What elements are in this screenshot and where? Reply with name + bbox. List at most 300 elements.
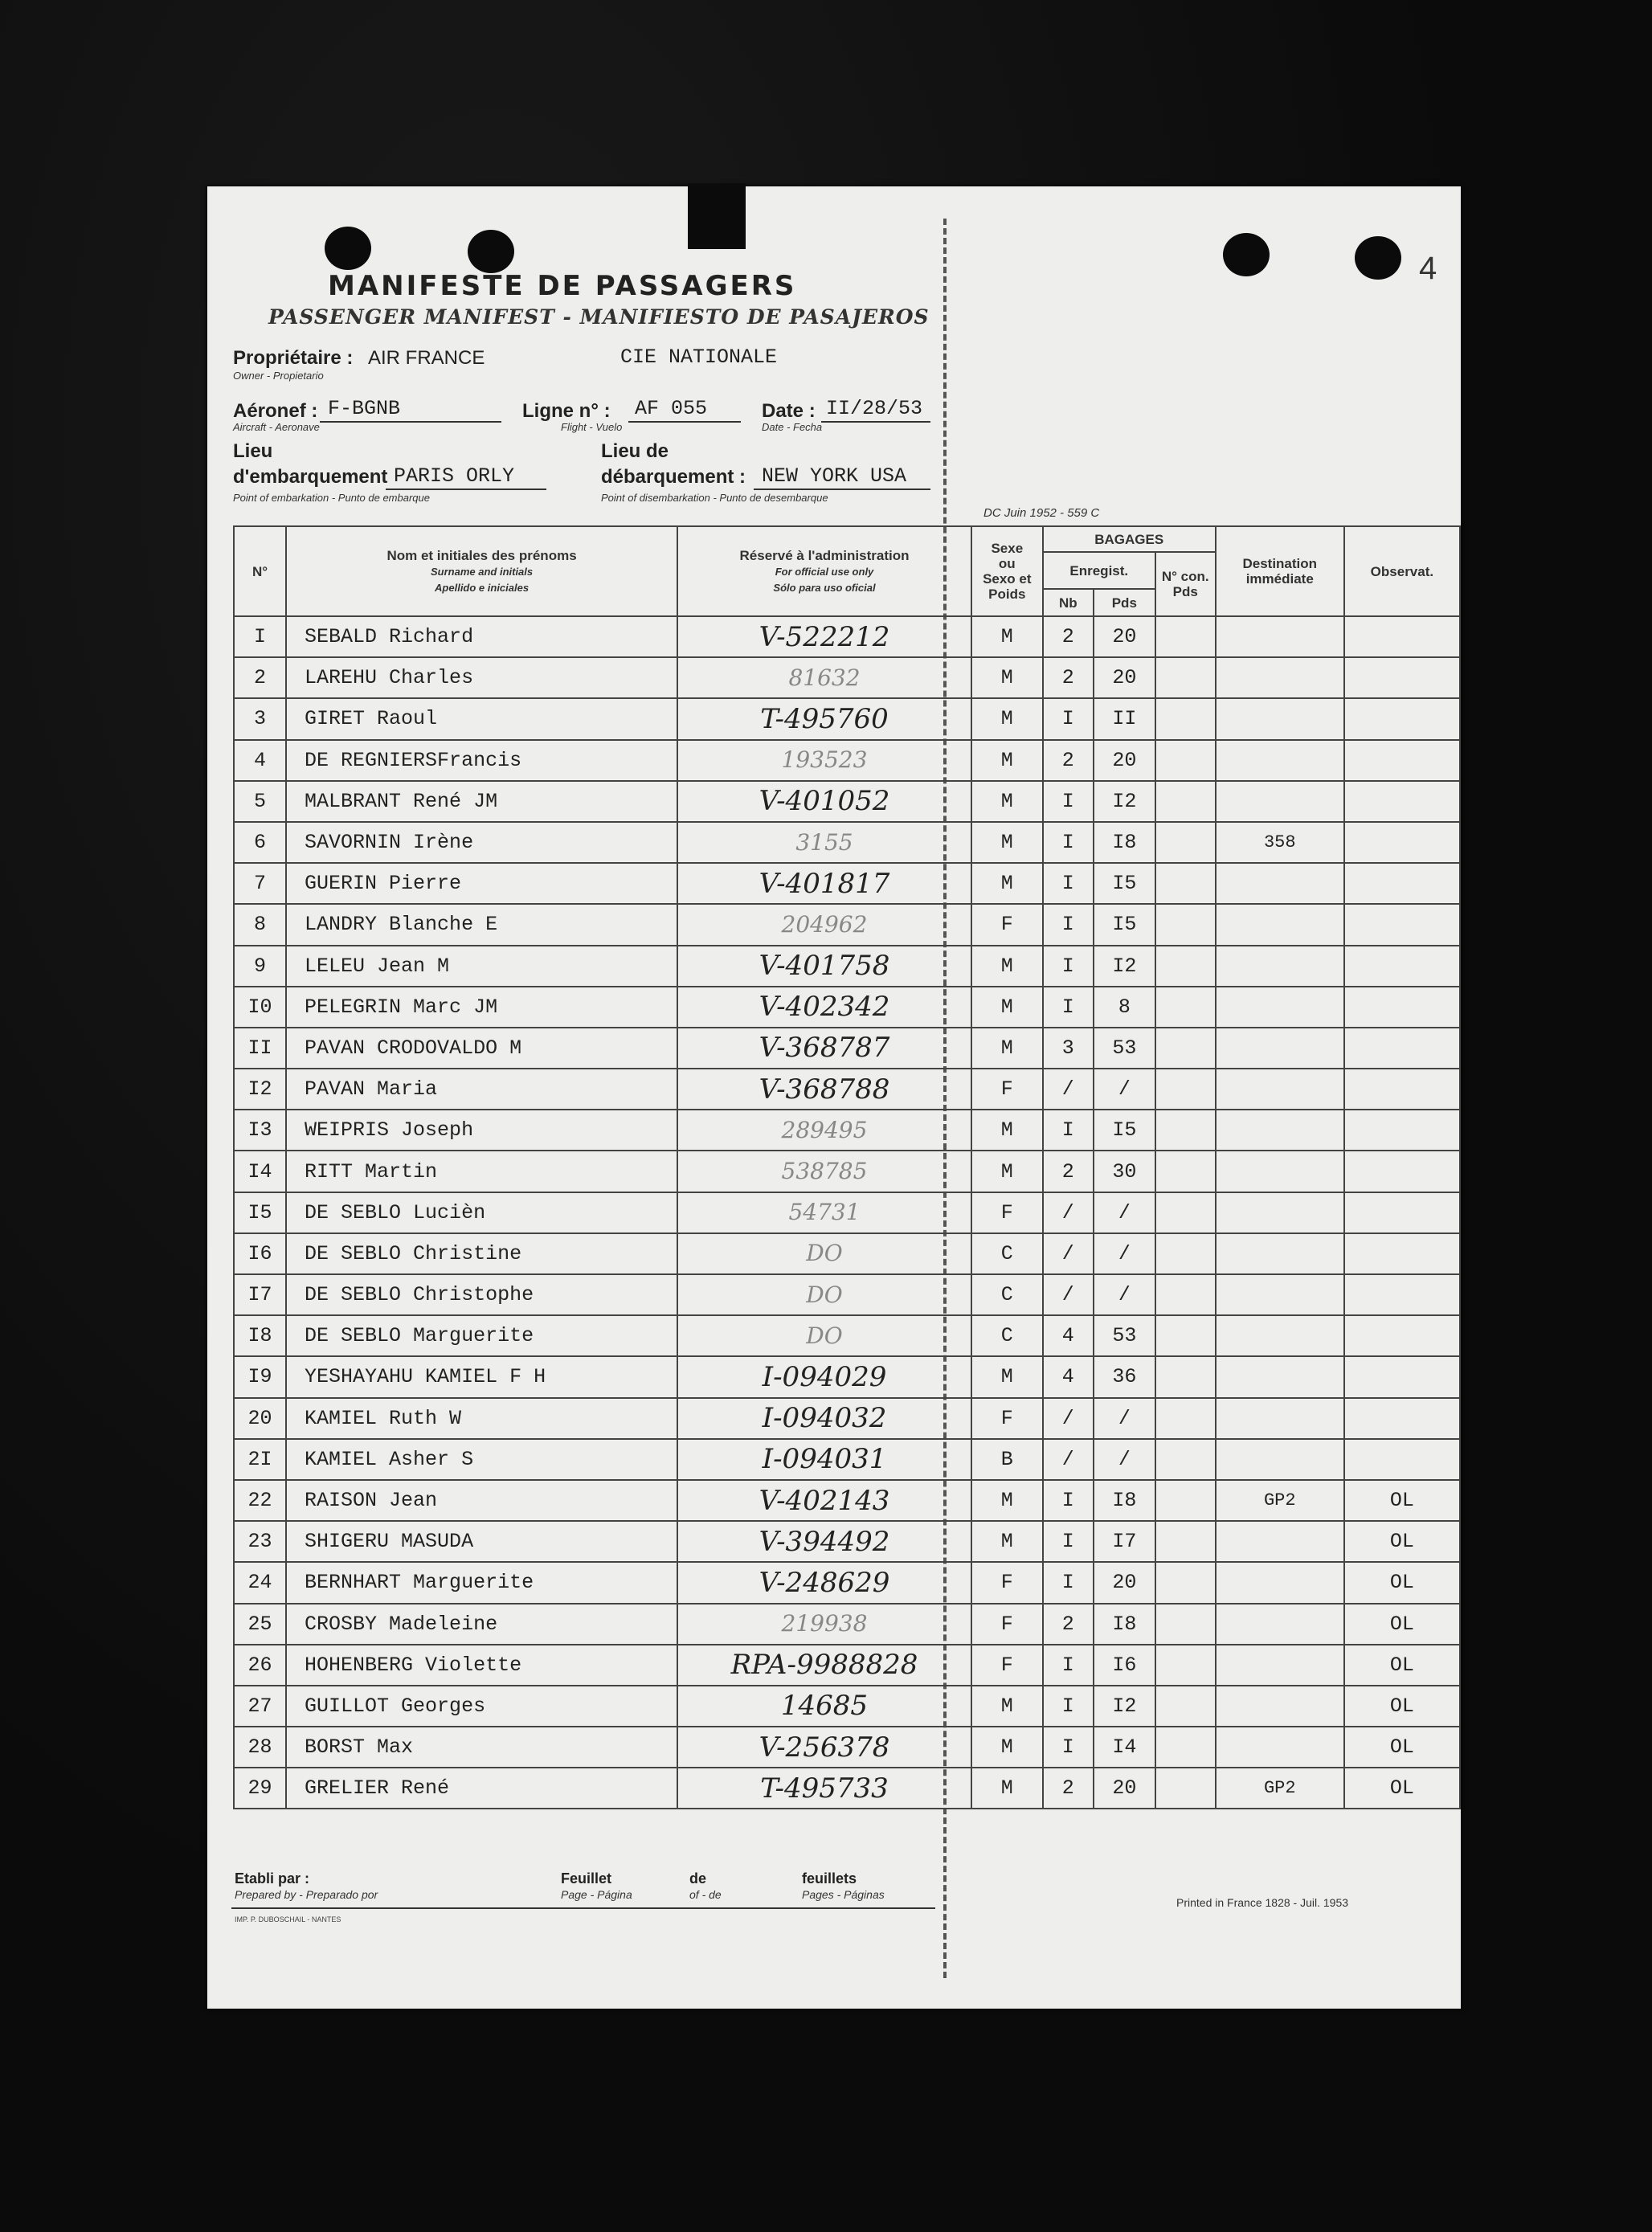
baggage-ncon: [1155, 1480, 1216, 1521]
destination: GP2: [1216, 1480, 1344, 1521]
embark-label-1: Lieu: [233, 440, 273, 462]
baggage-weight: I8: [1094, 1604, 1155, 1645]
form-code: DC Juin 1952 - 559 C: [983, 506, 1100, 520]
row-number: I0: [234, 987, 286, 1028]
passenger-table: [233, 525, 1461, 1809]
sex: M: [971, 616, 1043, 657]
row-number: 4: [234, 740, 286, 781]
observation: OL: [1344, 1604, 1460, 1645]
baggage-count: 2: [1043, 1768, 1094, 1809]
flight-sub: Flight - Vuelo: [561, 421, 623, 433]
observation: [1344, 946, 1460, 987]
row-number: 2: [234, 657, 286, 698]
punch-hole: [325, 227, 371, 270]
passenger-name: KAMIEL Ruth W: [286, 1398, 677, 1439]
table-row: [234, 1727, 1460, 1768]
reserved-id: 193523: [677, 740, 971, 781]
destination: [1216, 740, 1344, 781]
reserved-id: 14685: [677, 1686, 971, 1727]
flight-value: AF 055: [635, 397, 708, 420]
baggage-ncon: [1155, 616, 1216, 657]
sex: F: [971, 904, 1043, 945]
baggage-weight: /: [1094, 1439, 1155, 1480]
observation: [1344, 863, 1460, 904]
col-baggage: BAGAGES: [1043, 526, 1216, 552]
passenger-name: WEIPRIS Joseph: [286, 1110, 677, 1151]
passenger-name: BERNHART Marguerite: [286, 1562, 677, 1603]
baggage-weight: /: [1094, 1274, 1155, 1315]
observation: OL: [1344, 1727, 1460, 1768]
baggage-weight: 30: [1094, 1151, 1155, 1192]
reserved-id: 289495: [677, 1110, 971, 1151]
destination: [1216, 987, 1344, 1028]
footer-line: [231, 1907, 935, 1909]
passenger-name: DE REGNIERSFrancis: [286, 740, 677, 781]
sex: M: [971, 698, 1043, 739]
reserved-id: V-402342: [677, 987, 971, 1028]
passenger-name: LAREHU Charles: [286, 657, 677, 698]
table-row: [234, 863, 1460, 904]
row-number: 28: [234, 1727, 286, 1768]
baggage-weight: 8: [1094, 987, 1155, 1028]
passenger-name: GIRET Raoul: [286, 698, 677, 739]
sheets-sub: Pages - Páginas: [802, 1888, 885, 1901]
flight-label: Ligne n° :: [522, 400, 611, 422]
table-row: [234, 1398, 1460, 1439]
embark-value: PARIS ORLY: [394, 464, 515, 488]
underline: [628, 421, 741, 423]
row-number: 7: [234, 863, 286, 904]
page-title: MANIFESTE DE PASSAGERS: [328, 270, 797, 302]
baggage-weight: 20: [1094, 740, 1155, 781]
baggage-weight: I2: [1094, 781, 1155, 822]
table-row: [234, 1686, 1460, 1727]
reserved-id: T-495760: [677, 698, 971, 739]
table-row: [234, 987, 1460, 1028]
destination: [1216, 1028, 1344, 1069]
punch-hole: [468, 230, 514, 273]
baggage-weight: I8: [1094, 822, 1155, 863]
table-row: [234, 1069, 1460, 1110]
table-row: [234, 1233, 1460, 1274]
date-sub: Date - Fecha: [762, 421, 823, 433]
destination: [1216, 1069, 1344, 1110]
table-row: [234, 698, 1460, 739]
baggage-count: 2: [1043, 1151, 1094, 1192]
owner-extra: CIE NATIONALE: [620, 345, 778, 369]
sex: F: [971, 1192, 1043, 1233]
baggage-ncon: [1155, 946, 1216, 987]
row-number: 25: [234, 1604, 286, 1645]
baggage-count: /: [1043, 1192, 1094, 1233]
baggage-weight: /: [1094, 1192, 1155, 1233]
row-number: I9: [234, 1356, 286, 1397]
baggage-count: I: [1043, 698, 1094, 739]
passenger-name: PELEGRIN Marc JM: [286, 987, 677, 1028]
baggage-weight: 53: [1094, 1028, 1155, 1069]
passenger-name: GRELIER René: [286, 1768, 677, 1809]
observation: OL: [1344, 1645, 1460, 1686]
embark-sub: Point of embarkation - Punto de embarque: [233, 492, 430, 504]
baggage-ncon: [1155, 1274, 1216, 1315]
destination: [1216, 1356, 1344, 1397]
baggage-ncon: [1155, 1645, 1216, 1686]
disembark-value: NEW YORK USA: [762, 464, 907, 488]
destination: [1216, 863, 1344, 904]
baggage-count: /: [1043, 1274, 1094, 1315]
row-number: 8: [234, 904, 286, 945]
baggage-weight: 20: [1094, 1768, 1155, 1809]
table-row: [234, 1151, 1460, 1192]
row-number: I3: [234, 1110, 286, 1151]
table-row: [234, 1192, 1460, 1233]
baggage-ncon: [1155, 698, 1216, 739]
sex: F: [971, 1069, 1043, 1110]
sex: M: [971, 781, 1043, 822]
baggage-weight: I5: [1094, 1110, 1155, 1151]
table-row: [234, 740, 1460, 781]
reserved-id: V-394492: [677, 1521, 971, 1562]
baggage-ncon: [1155, 1069, 1216, 1110]
baggage-weight: /: [1094, 1233, 1155, 1274]
passenger-name: RITT Martin: [286, 1151, 677, 1192]
table-row: [234, 1768, 1460, 1809]
destination: [1216, 1562, 1344, 1603]
baggage-weight: I4: [1094, 1727, 1155, 1768]
baggage-weight: /: [1094, 1069, 1155, 1110]
table-row: [234, 1274, 1460, 1315]
col-name: Nom et initiales des prénoms Surname and initials Apellido e iniciales: [286, 526, 677, 616]
observation: [1344, 1274, 1460, 1315]
prepared-label: Etabli par :: [235, 1870, 310, 1887]
destination: 358: [1216, 822, 1344, 863]
observation: [1344, 616, 1460, 657]
destination: [1216, 1686, 1344, 1727]
reserved-id: V-401758: [677, 946, 971, 987]
date-value: II/28/53: [826, 397, 923, 420]
reserved-id: 219938: [677, 1604, 971, 1645]
baggage-count: I: [1043, 946, 1094, 987]
underline: [320, 421, 501, 423]
underline: [754, 489, 930, 490]
passenger-name: CROSBY Madeleine: [286, 1604, 677, 1645]
row-number: II: [234, 1028, 286, 1069]
observation: OL: [1344, 1686, 1460, 1727]
baggage-weight: I2: [1094, 946, 1155, 987]
table-row: [234, 1356, 1460, 1397]
passenger-name: MALBRANT René JM: [286, 781, 677, 822]
disembark-label-1: Lieu de: [601, 440, 669, 462]
reserved-id: V-368788: [677, 1069, 971, 1110]
observation: OL: [1344, 1562, 1460, 1603]
observation: OL: [1344, 1480, 1460, 1521]
observation: [1344, 822, 1460, 863]
sex: F: [971, 1604, 1043, 1645]
col-sex: Sexe ou Sexo et Poids: [971, 526, 1043, 616]
baggage-ncon: [1155, 1521, 1216, 1562]
baggage-count: I: [1043, 1562, 1094, 1603]
table-row: [234, 1028, 1460, 1069]
passenger-name: LANDRY Blanche E: [286, 904, 677, 945]
of-sub: of - de: [689, 1888, 722, 1901]
destination: [1216, 1233, 1344, 1274]
manifest-sheet: [207, 186, 1461, 2009]
reserved-id: V-402143: [677, 1480, 971, 1521]
row-number: 29: [234, 1768, 286, 1809]
baggage-count: I: [1043, 1521, 1094, 1562]
baggage-ncon: [1155, 863, 1216, 904]
baggage-ncon: [1155, 904, 1216, 945]
baggage-weight: I5: [1094, 904, 1155, 945]
baggage-ncon: [1155, 781, 1216, 822]
table-row: [234, 1562, 1460, 1603]
observation: [1344, 1398, 1460, 1439]
baggage-ncon: [1155, 822, 1216, 863]
baggage-count: /: [1043, 1398, 1094, 1439]
sex: F: [971, 1398, 1043, 1439]
passenger-name: YESHAYAHU KAMIEL F H: [286, 1356, 677, 1397]
reserved-id: V-522212: [677, 616, 971, 657]
col-ncon: N° con. Pds: [1155, 552, 1216, 616]
baggage-count: 2: [1043, 1604, 1094, 1645]
destination: [1216, 1645, 1344, 1686]
underline: [821, 421, 930, 423]
baggage-ncon: [1155, 1110, 1216, 1151]
table-row: [234, 1521, 1460, 1562]
table-row: [234, 781, 1460, 822]
baggage-count: /: [1043, 1069, 1094, 1110]
passenger-name: BORST Max: [286, 1727, 677, 1768]
baggage-count: I: [1043, 1645, 1094, 1686]
passenger-name: DE SEBLO Christine: [286, 1233, 677, 1274]
baggage-count: I: [1043, 1727, 1094, 1768]
reserved-id: V-368787: [677, 1028, 971, 1069]
sex: M: [971, 740, 1043, 781]
row-number: I7: [234, 1274, 286, 1315]
destination: [1216, 1398, 1344, 1439]
row-number: 27: [234, 1686, 286, 1727]
reserved-id: T-495733: [677, 1768, 971, 1809]
baggage-weight: 20: [1094, 616, 1155, 657]
passenger-name: PAVAN CRODOVALDO M: [286, 1028, 677, 1069]
baggage-count: 2: [1043, 657, 1094, 698]
baggage-ncon: [1155, 1727, 1216, 1768]
destination: [1216, 1315, 1344, 1356]
table-row: [234, 904, 1460, 945]
of-label: de: [689, 1870, 707, 1887]
observation: [1344, 1151, 1460, 1192]
sex: C: [971, 1274, 1043, 1315]
reserved-id: V-401052: [677, 781, 971, 822]
table-row: [234, 657, 1460, 698]
sex: M: [971, 1356, 1043, 1397]
baggage-ncon: [1155, 1768, 1216, 1809]
reserved-id: DO: [677, 1315, 971, 1356]
destination: [1216, 1439, 1344, 1480]
baggage-weight: II: [1094, 698, 1155, 739]
row-number: 23: [234, 1521, 286, 1562]
baggage-ncon: [1155, 1028, 1216, 1069]
passenger-name: DE SEBLO Christophe: [286, 1274, 677, 1315]
reserved-id: I-094029: [677, 1356, 971, 1397]
table-row: [234, 1315, 1460, 1356]
baggage-count: 3: [1043, 1028, 1094, 1069]
owner-label: Propriétaire :: [233, 347, 354, 369]
sex: M: [971, 1028, 1043, 1069]
observation: [1344, 698, 1460, 739]
sex: B: [971, 1439, 1043, 1480]
sex: M: [971, 1480, 1043, 1521]
destination: GP2: [1216, 1768, 1344, 1809]
baggage-count: I: [1043, 1480, 1094, 1521]
disembark-label-2: débarquement :: [601, 466, 746, 488]
col-no: N°: [234, 526, 286, 616]
baggage-weight: I6: [1094, 1645, 1155, 1686]
passenger-name: LELEU Jean M: [286, 946, 677, 987]
observation: [1344, 1110, 1460, 1151]
observation: [1344, 904, 1460, 945]
reserved-id: V-401817: [677, 863, 971, 904]
table-row: [234, 946, 1460, 987]
baggage-weight: 36: [1094, 1356, 1155, 1397]
passenger-name: DE SEBLO Marguerite: [286, 1315, 677, 1356]
observation: [1344, 740, 1460, 781]
printer-mark: IMP. P. DUBOSCHAIL - NANTES: [235, 1915, 341, 1923]
col-destination: Destination immédiate: [1216, 526, 1344, 616]
sex: M: [971, 1151, 1043, 1192]
baggage-ncon: [1155, 1192, 1216, 1233]
observation: [1344, 657, 1460, 698]
sex: C: [971, 1315, 1043, 1356]
passenger-name: RAISON Jean: [286, 1480, 677, 1521]
table-row: [234, 616, 1460, 657]
sex: M: [971, 987, 1043, 1028]
table-row: [234, 1480, 1460, 1521]
destination: [1216, 1274, 1344, 1315]
table-row: [234, 1645, 1460, 1686]
row-number: 3: [234, 698, 286, 739]
baggage-ncon: [1155, 1315, 1216, 1356]
baggage-count: I: [1043, 863, 1094, 904]
row-number: 5: [234, 781, 286, 822]
baggage-count: I: [1043, 781, 1094, 822]
observation: [1344, 1356, 1460, 1397]
baggage-ncon: [1155, 1686, 1216, 1727]
observation: [1344, 1315, 1460, 1356]
baggage-count: I: [1043, 987, 1094, 1028]
embark-label-2: d'embarquement: [233, 466, 388, 488]
baggage-ncon: [1155, 1439, 1216, 1480]
baggage-count: I: [1043, 1110, 1094, 1151]
destination: [1216, 657, 1344, 698]
observation: [1344, 1192, 1460, 1233]
sex: F: [971, 1562, 1043, 1603]
aircraft-value: F-BGNB: [328, 397, 401, 420]
baggage-ncon: [1155, 1356, 1216, 1397]
passenger-name: KAMIEL Asher S: [286, 1439, 677, 1480]
sheet-sub: Page - Página: [561, 1888, 632, 1901]
baggage-count: 2: [1043, 616, 1094, 657]
baggage-weight: I7: [1094, 1521, 1155, 1562]
passenger-name: PAVAN Maria: [286, 1069, 677, 1110]
reserved-id: 81632: [677, 657, 971, 698]
observation: [1344, 781, 1460, 822]
disembark-sub: Point of disembarkation - Punto de desembarque: [601, 492, 828, 504]
passenger-name: SHIGERU MASUDA: [286, 1521, 677, 1562]
sex: M: [971, 1768, 1043, 1809]
baggage-count: 4: [1043, 1356, 1094, 1397]
baggage-count: I: [1043, 822, 1094, 863]
baggage-weight: 20: [1094, 1562, 1155, 1603]
observation: OL: [1344, 1521, 1460, 1562]
printed-in-france: Printed in France 1828 - Juil. 1953: [1176, 1896, 1349, 1909]
aircraft-label: Aéronef :: [233, 400, 318, 422]
baggage-ncon: [1155, 1398, 1216, 1439]
destination: [1216, 1151, 1344, 1192]
baggage-weight: I5: [1094, 863, 1155, 904]
observation: [1344, 1028, 1460, 1069]
row-number: I: [234, 616, 286, 657]
sex: C: [971, 1233, 1043, 1274]
row-number: 22: [234, 1480, 286, 1521]
observation: OL: [1344, 1768, 1460, 1809]
sex: M: [971, 1521, 1043, 1562]
passenger-name: DE SEBLO Lucièn: [286, 1192, 677, 1233]
row-number: 20: [234, 1398, 286, 1439]
aircraft-sub: Aircraft - Aeronave: [233, 421, 320, 433]
reserved-id: 538785: [677, 1151, 971, 1192]
page-subtitle: PASSENGER MANIFEST - MANIFIESTO DE PASAJEROS: [268, 305, 930, 329]
row-number: I4: [234, 1151, 286, 1192]
reserved-id: RPA-9988828: [677, 1645, 971, 1686]
date-label: Date :: [762, 400, 816, 422]
sex: M: [971, 863, 1043, 904]
reserved-id: 54731: [677, 1192, 971, 1233]
baggage-weight: I8: [1094, 1480, 1155, 1521]
sex: M: [971, 1727, 1043, 1768]
prepared-sub: Prepared by - Preparado por: [235, 1888, 378, 1901]
passenger-name: GUERIN Pierre: [286, 863, 677, 904]
baggage-count: /: [1043, 1439, 1094, 1480]
destination: [1216, 616, 1344, 657]
observation: [1344, 1069, 1460, 1110]
baggage-ncon: [1155, 740, 1216, 781]
passenger-name: GUILLOT Georges: [286, 1686, 677, 1727]
observation: [1344, 987, 1460, 1028]
punch-hole: [1355, 236, 1401, 280]
destination: [1216, 904, 1344, 945]
destination: [1216, 1604, 1344, 1645]
sheet-label: Feuillet: [561, 1870, 612, 1887]
row-number: 2I: [234, 1439, 286, 1480]
sheets-label: feuillets: [802, 1870, 857, 1887]
observation: [1344, 1233, 1460, 1274]
baggage-ncon: [1155, 1233, 1216, 1274]
col-reserved: Réservé à l'administration For official use only Sólo para uso oficial: [677, 526, 971, 616]
binding-tab: [688, 183, 746, 249]
row-number: 6: [234, 822, 286, 863]
passenger-name: HOHENBERG Violette: [286, 1645, 677, 1686]
sex: M: [971, 657, 1043, 698]
destination: [1216, 1727, 1344, 1768]
destination: [1216, 781, 1344, 822]
row-number: 26: [234, 1645, 286, 1686]
baggage-ncon: [1155, 1562, 1216, 1603]
reserved-id: V-256378: [677, 1727, 971, 1768]
reserved-id: V-248629: [677, 1562, 971, 1603]
sex: F: [971, 1645, 1043, 1686]
baggage-weight: 20: [1094, 657, 1155, 698]
